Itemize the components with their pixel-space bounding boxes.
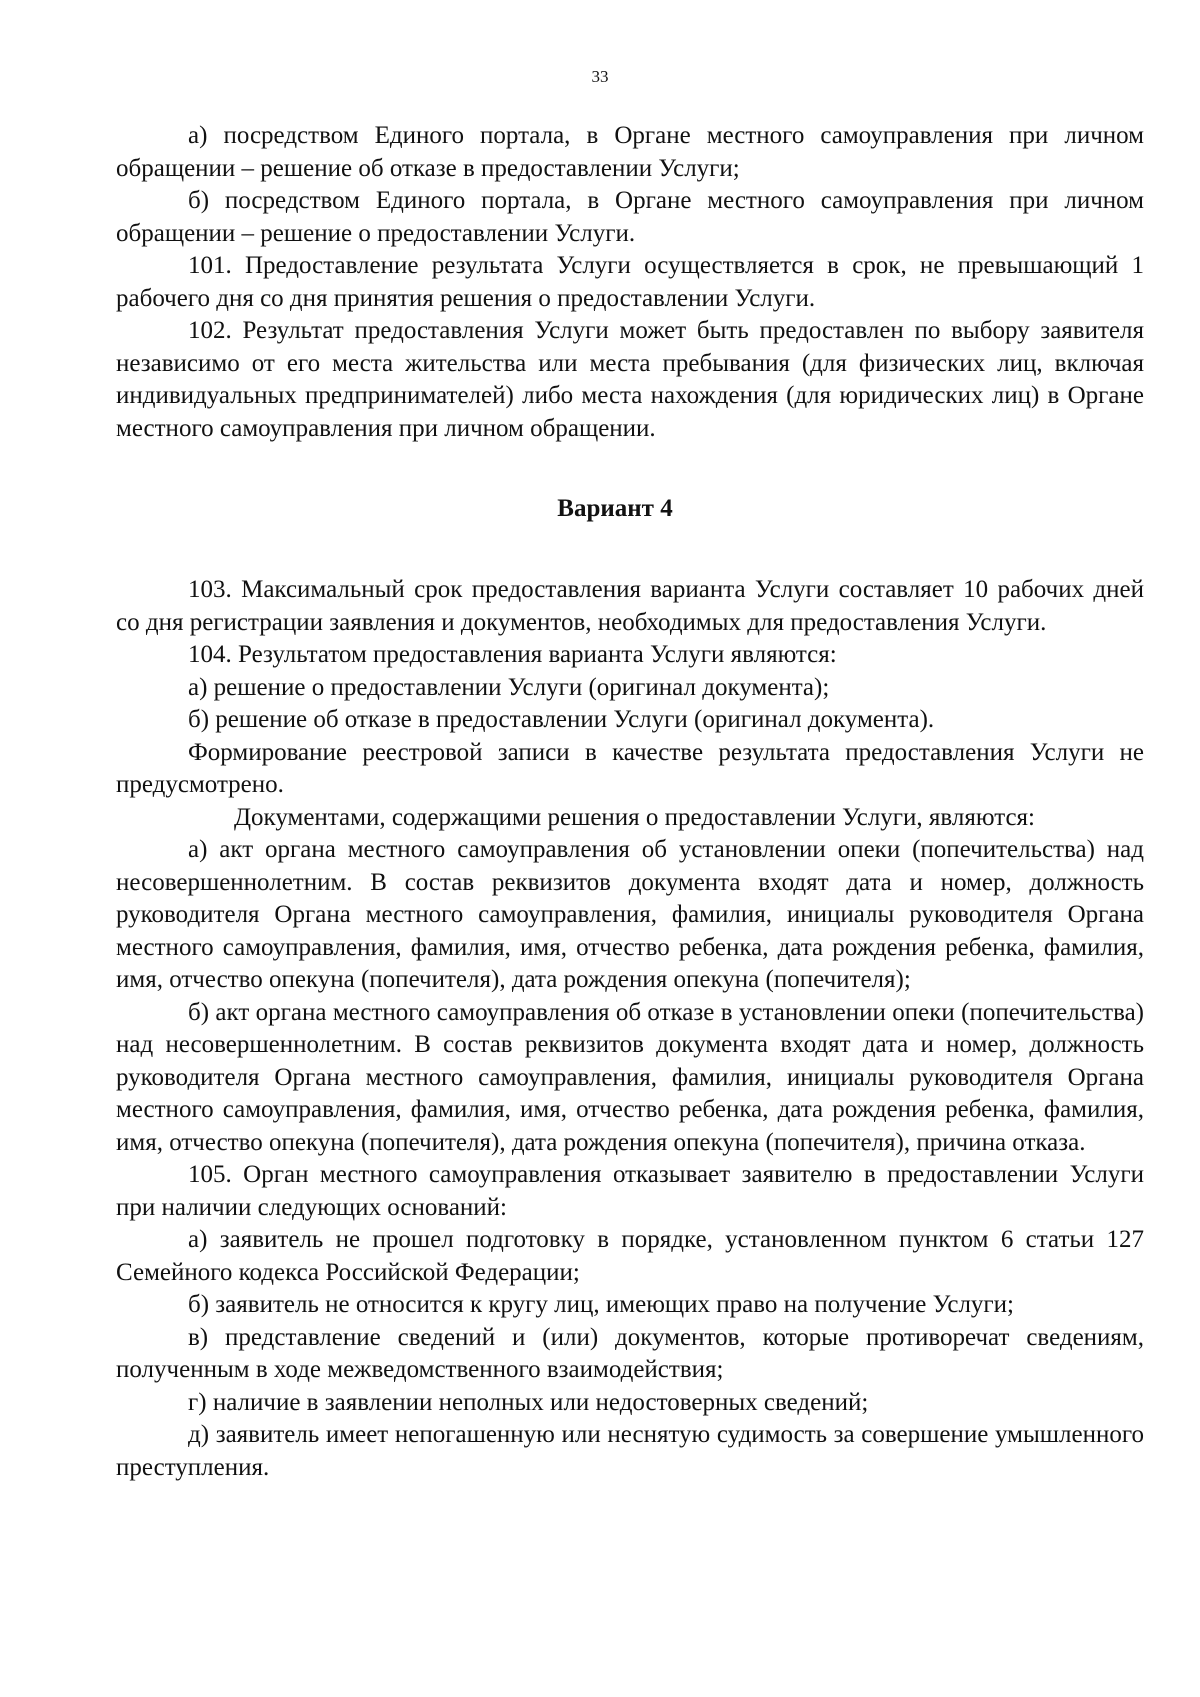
page-number: 33: [591, 67, 609, 86]
paragraph-a-portal-refusal: а) посредством Единого портала, в Органе местного самоуправления при личном обращении – решение об отказе в предоставлении Услуги;: [116, 122, 1144, 182]
paragraph-105-b: б) заявитель не относится к кругу лиц, имеющих право на получение Услуги;: [188, 1291, 1015, 1318]
paragraph-105-g: г) наличие в заявлении неполных или недостоверных сведений;: [188, 1388, 869, 1416]
paragraph-102: 102. Результат предоставления Услуги может быть предоставлен по выбору заявителя независимо от его места жительства или места пребывания (для физических лиц, включая индивидуальных предпринимателей) либо места нахождения (для юридических лиц) в Органе местного самоуправления при личном обращении.: [116, 317, 1144, 442]
paragraph-act-guardianship: а) акт органа местного самоуправления об установлении опеки (попечительства) над несовершеннолетним. В состав реквизитов документа входят дата и номер, должность руководителя Органа местного самоуправления, фамилия, инициалы руководителя Органа местного самоуправления, фамилия, имя, отчество ребенка, дата рождения ребенка, фамилия, имя, отчество опекуна (попечителя), дата рождения опекуна (попечителя);: [116, 836, 1144, 993]
paragraph-104-a: а) решение о предоставлении Услуги (оригинал документа);: [188, 673, 830, 701]
paragraph-registry-record: Формирование реестровой записи в качестве результата предоставления Услуги не предусмотрено.: [116, 738, 1144, 798]
paragraph-101: 101. Предоставление результата Услуги осуществляется в срок, не превышающий 1 рабочего дня со дня принятия решения о предоставлении Услуги.: [116, 252, 1144, 312]
paragraph-104-b: б) решение об отказе в предоставлении Услуги (оригинал документа).: [188, 706, 935, 733]
paragraph-b-portal-decision: б) посредством Единого портала, в Органе местного самоуправления при личном обращении – решение о предоставлении Услуги.: [116, 187, 1144, 247]
paragraph-act-refusal: б) акт органа местного самоуправления об отказе в установлении опеки (попечительства) над несовершеннолетним. В состав реквизитов документа входят дата и номер, должность руководителя Органа местного самоуправления, фамилия, инициалы руководителя Органа местного самоуправления, фамилия, имя, отчество ребенка, дата рождения ребенка, фамилия, имя, отчество опекуна (попечителя), дата рождения опекуна (попечителя), причина отказа.: [116, 998, 1144, 1156]
section-heading: Вариант 4: [557, 495, 673, 522]
paragraph-documents-intro: Документами, содержащими решения о предоставлении Услуги, являются:: [234, 803, 1035, 831]
paragraph-105-a: а) заявитель не прошел подготовку в порядке, установленном пунктом 6 статьи 127 Семейного кодекса Российской Федерации;: [116, 1226, 1144, 1286]
paragraph-105: 105. Орган местного самоуправления отказывает заявителю в предоставлении Услуги при наличии следующих оснований:: [116, 1161, 1144, 1221]
paragraph-104: 104. Результатом предоставления варианта Услуги являются:: [188, 641, 837, 668]
paragraph-105-d: д) заявитель имеет непогашенную или неснятую судимость за совершение умышленного преступления.: [116, 1421, 1144, 1481]
paragraph-103: 103. Максимальный срок предоставления варианта Услуги составляет 10 рабочих дней со дня регистрации заявления и документов, необходимых для предоставления Услуги.: [116, 576, 1144, 636]
paragraph-105-v: в) представление сведений и (или) документов, которые противоречат сведениям, полученным в ходе межведомственного взаимодействия;: [116, 1323, 1144, 1383]
